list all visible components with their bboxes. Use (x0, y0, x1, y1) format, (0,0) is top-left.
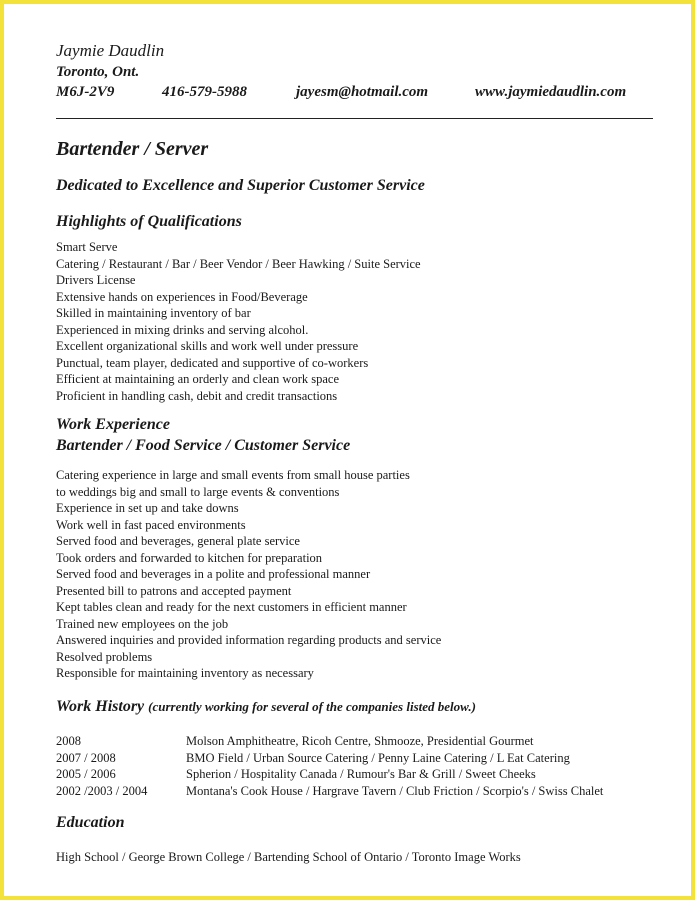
list-item: Experience in set up and take downs (56, 501, 239, 515)
website-address: www.jaymiedaudlin.com (475, 84, 627, 100)
list-item: Excellent organizational skills and work well under pressure (56, 339, 359, 353)
list-item: Responsible for maintaining inventory as necessary (56, 666, 314, 680)
applicant-city: Toronto, Ont. (56, 64, 140, 80)
list-item: Efficient at maintaining an orderly and clean work space (56, 372, 339, 386)
list-item: Skilled in maintaining inventory of bar (56, 306, 251, 320)
list-item: Smart Serve (56, 240, 118, 254)
list-item: Work well in fast paced environments (56, 517, 246, 532)
list-item: Trained new employees on the job (56, 616, 229, 631)
highlights-heading: Highlights of Qualifications (56, 213, 242, 230)
history-year: 2008 (56, 734, 81, 748)
phone-number: 416-579-5988 (162, 84, 247, 100)
list-item: Extensive hands on experiences in Food/Beverage (56, 289, 308, 304)
history-heading (56, 698, 476, 716)
list-item: Experienced in mixing drinks and serving alcohol. (56, 322, 309, 337)
email-address: jayesm@hotmail.com (296, 84, 429, 100)
list-item: Kept tables clean and ready for the next customers in efficient manner (56, 600, 407, 614)
history-year: 2002 /2003 / 2004 (56, 783, 148, 798)
list-item: Served food and beverages, general plate service (56, 534, 300, 548)
list-item: Answered inquiries and provided information regarding products and service (56, 633, 442, 647)
contact-row (56, 84, 656, 104)
education-heading: Education (56, 814, 125, 831)
education-text: High School / George Brown College / Bartending School of Ontario / Toronto Image Works (56, 850, 521, 864)
list-item: Punctual, team player, dedicated and supportive of co-workers (56, 355, 369, 370)
list-item: Presented bill to patrons and accepted payment (56, 583, 292, 598)
history-companies: Molson Amphitheatre, Ricoh Centre, Shmooze, Presidential Gourmet (186, 734, 534, 748)
history-year: 2005 / 2006 (56, 767, 116, 781)
list-item: Resolved problems (56, 649, 153, 664)
resume-tagline: Dedicated to Excellence and Superior Customer Service (56, 177, 425, 194)
resume-page (4, 4, 691, 896)
history-companies: BMO Field / Urban Source Catering / Penny Laine Catering / L Eat Catering (186, 750, 570, 765)
experience-subheading: Bartender / Food Service / Customer Service (56, 437, 351, 454)
list-item: to weddings big and small to large events & conventions (56, 484, 340, 499)
list-item: Catering / Restaurant / Bar / Beer Vendor / Beer Hawking / Suite Service (56, 256, 421, 271)
history-heading-label: Work History (56, 698, 145, 715)
list-item: Proficient in handling cash, debit and credit transactions (56, 388, 338, 403)
postal-code: M6J-2V9 (56, 84, 115, 100)
history-year: 2007 / 2008 (56, 750, 116, 765)
header-divider (56, 118, 653, 119)
list-item: Catering experience in large and small events from small house parties (56, 468, 410, 482)
history-companies: Spherion / Hospitality Canada / Rumour's Bar & Grill / Sweet Cheeks (186, 767, 536, 781)
list-item: Took orders and forwarded to kitchen for preparation (56, 550, 323, 565)
history-note: (currently working for several of the companies listed below.) (148, 699, 476, 714)
list-item: Drivers License (56, 273, 136, 287)
resume-title: Bartender / Server (56, 138, 209, 160)
applicant-name: Jaymie Daudlin (56, 41, 165, 60)
experience-heading: Work Experience (56, 416, 170, 433)
list-item: Served food and beverages in a polite and professional manner (56, 567, 371, 581)
history-companies: Montana's Cook House / Hargrave Tavern / Club Friction / Scorpio's / Swiss Chalet (186, 783, 604, 798)
experience-list (56, 467, 441, 682)
highlights-list (56, 239, 421, 404)
